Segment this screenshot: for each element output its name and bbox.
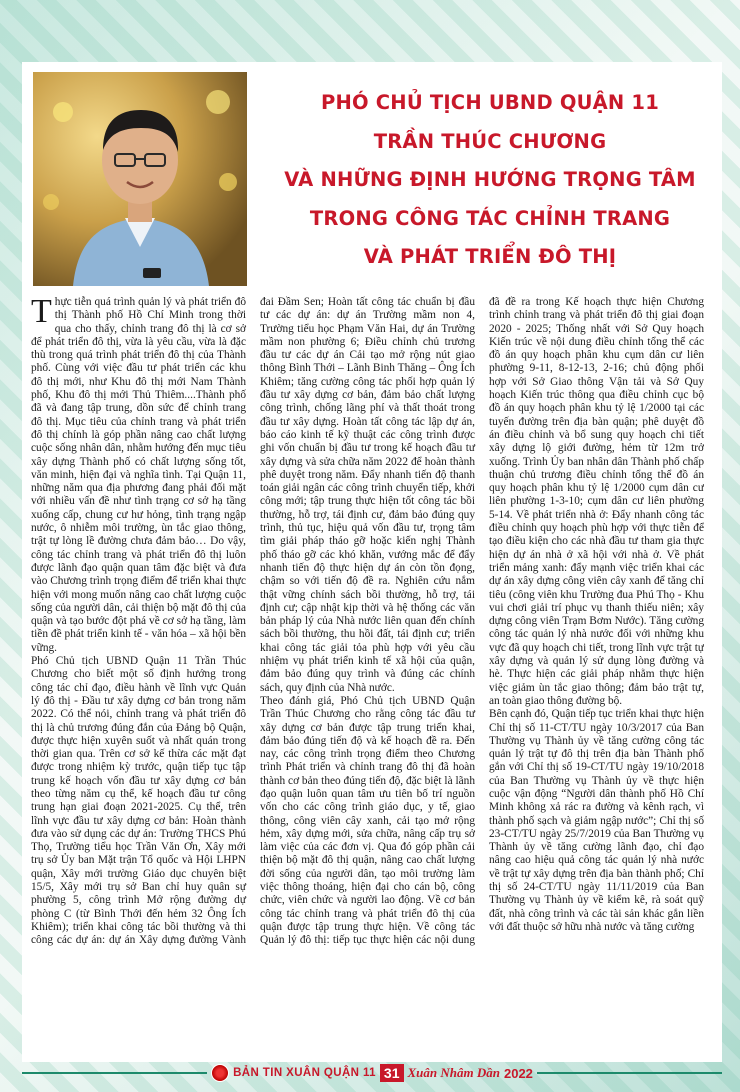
portrait-photo <box>33 72 247 286</box>
district-logo-icon <box>211 1064 229 1082</box>
article-paragraph: Theo đánh giá, Phó Chủ tịch UBND Quận Trần Thúc Chương cho rằng công tác đầu tư xây dựng cơ bản được tập trung triển khai, đảm bảo đúng tiến độ và kế hoạch đề ra. Đến nay, các công trình trọng điểm theo Chương trình Phát triển và chỉnh trang đô thị đã hoàn thành cơ bản theo đúng tiến độ, đặc biệt là lãnh đạo quận luôn quan tâm ưu tiên bố trí nguồn vốn cho các công trình giáo dục, y tế, giao thông, công viên cây xanh, cải tạo mở rộng hẻm, xây dựng mới, sửa chữa, nâng cấp trụ sở làm việc của các đơn vị. Qua đó góp phần cải thiện bộ mặt đô thị quận, nâng cao chất lượng đời sống của người dân, tạo môi trường làm việc thông thoáng, hiện đại cho cán bộ, công chức, viên chức và người lao động. Về cơ bản công tác chỉnh trang và phát triển đô thị của quận được tập trung thực hiện. Về công tác Quản lý đô thị: tiếp tục thực hiện các nội dung đã đề ra trong Kế hoạch thực hiện Chương trình chỉnh trang và phát triển đô thị giai đoạn 2020 - 2025; Thống nhất với Sở Quy hoạch Kiến trúc về nội dung điều chỉnh tổng thể các đồ án quy hoạch phân khu cụm dân cư liên phường 9-11, 8-12-13, 2-16; chủ động phối hợp với Sở Giao thông Vận tải và Sở Quy hoạch Kiến trúc thông qua điều chỉnh cục bộ đồ án quy hoạch phân khu tỷ lệ 1/2000 tại các tuyến đường trên địa bàn quận; phê duyệt đồ án điều chỉnh và bổ sung quy hoạch chi tiết xây dựng lộ giới đường, hẻm từ 12m trở xuống. Trình Ủy ban nhân dân Thành phố chấp thuận chủ trương điều chỉnh tổng thể đồ án quy hoạch phân khu tỷ lệ 1/2000 cụm dân cư liên phường 1-3-10; cụm dân cư liên phường 5-14. Về phát triển nhà ở: Đẩy nhanh công tác điều chỉnh quy hoạch phù hợp với thực tiễn để tạo điều kiện cho các nhà đầu tư tham gia thực hiện dự án nhà ở xã hội với nhà ở. Về phát triển mảng xanh: đẩy mạnh việc triển khai các dự án xây dựng công viên cây xanh để tăng chỉ tiêu (công viên khu Trường đua Phú Thọ - Khu vui chơi giải trí phục vụ thanh thiếu niên; xây dựng công viên Trạm Bơm Nước). Tăng cường công tác quản lý nhà nước đối với những khu vực đã quy hoạch chi tiết, trong lĩnh vực trật tự xây dựng và quản lý sử dụng lòng đường và hè. Thực hiện các giải pháp nhằm thực hiện việc giảm ùn tắc giao thông; đảm bảo trật tự, an toàn giao thông đường bộ. <box>260 296 704 947</box>
footer-year: 2022 <box>503 1065 533 1081</box>
headline-line: VÀ PHÁT TRIỂN ĐÔ THỊ <box>363 245 617 268</box>
drop-cap: T <box>31 296 52 330</box>
footer-rule-left <box>22 1072 207 1074</box>
footer-brand: BẢN TIN XUÂN QUẬN 11 <box>233 1067 376 1079</box>
paragraph-text: hực tiễn quá trình quản lý và phát triển đô thị Thành phố Hồ Chí Minh trong thời qua cho thấy, chỉnh trang đô thị là cơ sở để phát triển đô thị, vừa là yêu cầu, vừa là đặc thù trong quá trình phát triển đô thị của Thành phố. Cùng với việc đầu tư phát triển các khu đô thị mới, như Khu đô thị mới Nam Thành phố, Khu đô thị mới Thủ Thiêm....Thành phố đã và đang tập trung, dồn sức để chỉnh trang đô thị. Mục tiêu của chỉnh trang và phát triển đô thị chính là góp phần nâng cao chất lượng cuộc sống nhân dân, nhằm hướng đến mục tiêu xây dựng Thành phố có chất lượng sống tốt, văn minh, hiện đại và nghĩa tình. Tại Quận 11, những năm qua địa phương đang phải đối mặt với nhiều vấn đề như tình trạng cơ sở hạ tầng xuống cấp, chung cư hư hỏng, tình trạng ngập nước, ô nhiễm môi trường, ùn tắc giao thông, trật tự lòng lề đường chưa đảm bảo… Do vậy, công tác chỉnh trang và phát triển đô thị luôn được lãnh đạo quận quan tâm đặc biệt và đưa vào Chương trình trọng điểm để triển khai thực hiện với mong muốn nâng cao chất lượng cuộc sống của người dân, cải thiện bộ mặt đô thị của quận và tạo bước đột phá về cơ sở hạ tầng, làm tiền đề phát triển kinh tế - văn hóa – xã hội bền vững. <box>31 296 246 654</box>
footer-tagline: Xuân Nhâm Dần <box>407 1065 500 1080</box>
headline-line: PHÓ CHỦ TỊCH UBND QUẬN 11 <box>321 91 659 114</box>
headline-line: VÀ NHỮNG ĐỊNH HƯỚNG TRỌNG TÂM <box>284 168 696 191</box>
article-paragraph <box>31 296 246 655</box>
article-body <box>31 296 704 1038</box>
page-number: 31 <box>380 1064 404 1082</box>
article-paragraph: Phó Chủ tịch UBND Quận 11 Trần Thúc Chương cho biết một số định hướng trong công tác chỉ đạo, điều hành về lĩnh vực Quản lý đô thị - Đầu tư xây dựng cơ bản trong năm 2022. Có thể nói, chỉnh trang và phát triển đô thị là chủ trương đúng đắn của Đảng bộ Quận, được thực hiện xuyên suốt và nhất quán trong thời gian qua. Trên cơ sở kế thừa các mặt đạt được trong nhiệm kỳ trước, quận tiếp tục tập trung kế hoạch vốn đầu tư xây dựng cơ bản theo từng năm cụ thể, kế hoạch đầu tư công trung hạn giai đoạn 2021-2025. Cụ thể, trên lĩnh vực đầu tư xây dựng cơ bản: Hoàn thành đưa vào sử dụng các dự án: Trường THCS Phú Thọ, Trường tiểu học Trần Văn Ơn, Xây mới trụ sở Ủy ban Mặt trận Tổ quốc và Hội LHPN quận, Xây mới trường Giáo dục chuyên biệt 15/5, Xây mới trụ sở Ban chỉ huy quân sự phường 5, công trình Mở rộng đường dự phòng C (từ Bình Thới đến hẻm 32 Ông Ích Khiêm); triển khai công tác bồi thường và thi công các dự án: dự án Xây dựng đường Vành đai Đầm Sen; Hoàn tất công tác chuẩn bị đầu tư các dự án: dự án Trường mầm non 4, Trường tiểu học Phạm Văn Hai, dự án Trường mầm non phường 6; Điều chỉnh chủ trương đầu tư các dự án Cải tạo mở rộng nút giao thông Bình Thới – Lãnh Binh Thăng – Ông Ích Khiêm; tăng cường công tác phối hợp quản lý đầu tư xây dựng cơ bản, đảm bảo chất lượng công trình, chống lãng phí và thất thoát trong đầu tư xây dựng. Hoàn tất công tác lập dự án, báo cáo kinh tế kỹ thuật các công trình được ghi vốn chuẩn bị đầu tư trong kế hoạch đầu tư xây dựng và sửa chữa năm 2022 để hoàn thành phê duyệt trong năm. Đẩy nhanh tiến độ thanh toán giải ngân các công trình chuyển tiếp, khởi công mới; tập trung thực hiện tốt công tác bồi thường, hỗ trợ, tái định cư, đảm bảo đúng quy trình, thủ tục, hiệu quả vốn đầu tư, trọng tâm tìm giải pháp tháo gỡ hoặc kiến nghị Thành phố tháo gỡ các khó khăn, vướng mắc để đẩy nhanh tiến độ thực hiện dự án còn tồn đọng, chậm so với tiến độ đề ra. Nghiên cứu nắm thật vững chính sách bồi thường, hỗ trợ, tái định cư; cập nhật kịp thời và hệ thống các văn bản pháp lý của Nhà nước liên quan đến chính sách bồi thường, thu hồi đất, tái định cư; triển khai công tác giải tỏa phù hợp với yêu cầu nhiệm vụ phát triển kinh tế xã hội của quận, đảm bảo đúng quy trình và đúng các chính sách, quy định của Nhà nước. <box>31 296 475 947</box>
footer-rule-right <box>537 1072 722 1074</box>
headline-line: TRẦN THÚC CHƯƠNG <box>373 129 607 153</box>
headline <box>262 84 718 277</box>
headline-line: TRONG CÔNG TÁC CHỈNH TRANG <box>309 206 671 230</box>
article-paragraph: Bên cạnh đó, Quận tiếp tục triển khai thực hiện Chỉ thị số 11-CT/TU ngày 10/3/2017 của Ban Thường vụ Thành ủy về tăng cường công tác quản lý trật tự đô thị trên địa bàn Thành phố gắn với Chỉ thị số 19-CT/TU ngày 19/10/2018 của Ban Thường vụ Thành ủy về thực hiện cuộc vận động “Người dân thành phố Hồ Chí Minh không xả rác ra đường và kênh rạch, vì thành phố sạch và giảm ngập nước”; Chỉ thị số 23-CT/TU ngày 25/7/2019 của Ban Thường vụ Thành ủy về tăng cường lãnh đạo, chỉ đạo nâng cao hiệu quả công tác quản lý nhà nước về trật tự xây dựng trên địa bàn thành phố; Chỉ thị số 24-CT/TU ngày 11/11/2019 của Ban Thường vụ Thành ủy về kiểm kê, rà soát quỹ đất, nhà công trình và các tài sản khác gắn liền với đất thuộc sở hữu nhà nước và tăng cường <box>489 708 704 933</box>
page-footer <box>22 1062 722 1084</box>
